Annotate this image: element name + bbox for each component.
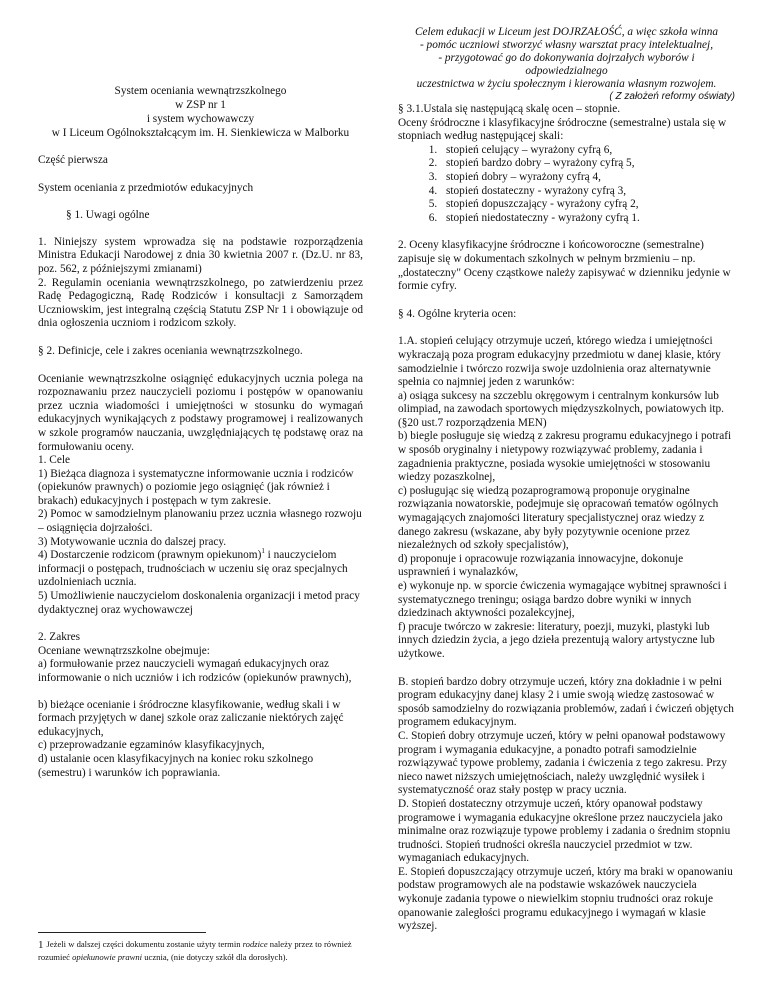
motto-line: - pomóc uczniowi stworzyć własny warsztat pracy intelektualnej, (419, 39, 714, 51)
title-line: System oceniania wewnątrzszkolnego (114, 85, 287, 97)
criteria-A-c: c) posługując się wiedzą pozaprogramową proponuje oryginalne rozwiązania nowatorskie, podejmuje się opracowań tematów ogólnych wymagających znajomości literatury specjalistycznej oraz wiedzy z danego zakresu (wskazane, aby były pozytywnie ocenione przez niezależnych od szkoły specjalistów), (398, 484, 719, 552)
goal-1: 1) Bieżąca diagnoza i systematyczne informowanie ucznia i rodziców (opiekunów prawnych) o poziomie jego osiągnięć (jak również i brakach) edukacyjnych i postępach w tym zakresie. (38, 467, 354, 507)
grade-item: 6. stopień niedostateczny - wyrażony cyfrą 1. (440, 212, 735, 226)
footnote-divider (38, 932, 206, 933)
footnote-ref[interactable]: 1 (261, 547, 265, 556)
grade-item: 3. stopień dobry – wyrażony cyfrą 4, (440, 171, 735, 185)
section-3-paragraph-2: 2. Oceny klasyfikacyjne śródroczne i końcoworoczne (semestralne) zapisuje się w dokumentach szkolnych w pełnym brzmieniu – np. „dostateczny" Oceny cząstkowe należy zapisywać w dzienniku jedynie w formie cyfry. (398, 239, 731, 293)
section-2-heading: § 2. Definicje, cele i zakres oceniania wewnątrzszkolnego. (38, 344, 303, 357)
criteria-D: D. Stopień dostateczny otrzymuje uczeń, który opanował podstawy programowe i wymagania edukacyjne określone przez nauczyciela jako minimalne oraz rozwiązuje typowe problemy i zadania o średnim stopniu trudności. Stopień trudności określa nauczyciel przedmiot w tzw. wymaganiach edukacyjnych. (398, 797, 731, 865)
goal-4 (38, 549, 363, 590)
grade-scale-list (398, 144, 735, 226)
scope-intro: Oceniane wewnątrzszkolne obejmuje: (38, 644, 210, 657)
goal-2: 2) Pomoc w samodzielnym planowaniu przez ucznia własnego rozwoju – osiągnięcia dojrzałości. (38, 508, 362, 535)
footnote-term: opiekunowie prawni (72, 952, 143, 962)
motto-line: - przygotować go do dokonywania dojrzałych wyborów i odpowiedzialnego (438, 52, 695, 77)
criteria-A-a: a) osiąga sukcesy na szczeblu okręgowym i centralnym konkursów lub olimpiad, na zawodach sportowych międzyszkolnych, powiatowych itp. (§20 ust.7 rozporządzenia MEN) (398, 389, 724, 429)
motto-source: ( Z założeń reformy oświaty) (609, 91, 735, 102)
grade-item: 2. stopień bardzo dobry – wyrażony cyfrą 5, (440, 157, 735, 171)
scope-heading: 2. Zakres (38, 631, 81, 644)
goal-5: 5) Umożliwienie nauczycielom doskonalenia organizacji i metod pracy dydaktycznej oraz wychowawczej (38, 590, 360, 616)
criteria-A-b: b) biegle posługuje się wiedzą z zakresu programu edukacyjnego i potrafi w sposób oryginalny i nietypowy rozwiązywać problemy, zadania i zagadnienia praktyczne, posiada wysokie umiejętności w stosowaniu wiedzy pozaszkolnej, (398, 430, 732, 484)
motto-line: uczestnictwa w życiu społecznym i kierowania własnym rozwojem. (416, 78, 717, 90)
section-4-heading: § 4. Ogólne kryteria ocen: (398, 307, 517, 320)
footnote-text: Jeżeli w dalszej części dokumentu zostanie użyty termin (46, 939, 243, 949)
section-1-paragraph-2: 2. Regulamin oceniania wewnątrzszkolnego, po zatwierdzeniu przez Radę Pedagogiczną, Radę Rodziców i konsultacji z Samorządem Uczniowskim, jest integralną częścią Statutu ZSP Nr 1 i obowiązuje od dnia ogłoszenia uczniom i rodzicom szkoły. (38, 276, 363, 330)
title-line: w ZSP nr 1 (175, 99, 226, 111)
scope-item-a: a) formułowanie przez nauczycieli wymagań edukacyjnych oraz informowanie o nich uczniów i ich rodziców (opiekunów prawnych), (38, 658, 352, 684)
section-2-intro: Ocenianie wewnątrzszkolne osiągnięć edukacyjnych ucznia polega na rozpoznawaniu przez nauczycieli poziomu i postępów w opanowaniu przez ucznia wiadomości i umiejętności w stosunku do wymagań edukacyjnych wynikających z podstawy programowej i realizowanych w szkole programów nauczania, uwzględniających tę podstawę oraz na formułowaniu oceny. (38, 372, 363, 453)
footnote (38, 938, 368, 963)
section-3-heading: § 3.1.Ustala się następującą skalę ocen – stopnie. (398, 103, 621, 115)
criteria-A: 1.A. stopień celujący otrzymuje uczeń, którego wiedza i umiejętności wykraczają poza program edukacyjny przedmiotu w danej klasie, który samodzielnie i twórczo rozwija swoje uzdolnienia oraz alternatywnie spełnia co najmniej jeden z warunków: (398, 335, 721, 389)
goal-4-text-cont: i nauczycielom informacji o postępach, trudnościach w uczeniu się oraz specjalnych uzdolnieniach ucznia. (38, 549, 348, 589)
motto (398, 26, 735, 91)
motto-line: Celem edukacji w Liceum jest DOJRZAŁOŚĆ, a więc szkoła winna (414, 26, 719, 38)
goal-3: 3) Motywowanie ucznia do dalszej pracy. (38, 535, 227, 548)
grade-item: 5. stopień dopuszczający - wyrażony cyfrą 2, (440, 198, 735, 212)
system-heading: System oceniania z przedmiotów edukacyjnych (38, 181, 254, 194)
left-column (38, 0, 363, 780)
criteria-A-e: e) wykonuje np. w sporcie ćwiczenia wymagające wybitnej sprawności i systematycznego treningu; osiąga bardzo dobre wyniki w innych dziedzinach aktywności pozalekcyjnej, (398, 580, 727, 620)
criteria-A-d: d) proponuje i opracowuje rozwiązania innowacyjne, dokonuje usprawnień i wynalazków, (398, 552, 684, 579)
right-column (398, 0, 735, 934)
criteria-C: C. Stopień dobry otrzymuje uczeń, który w pełni opanował podstawowy program i wymagania edukacyjne, a ponadto potrafi samodzielnie rozwiązywać typowe problemy, zadania i ćwiczenia z tego zakresu. Przy nieco nawet niższych umiejętnościach, należy uwzględnić wysiłek i systematyczność oraz stały postęp w pracy ucznia. (398, 729, 727, 797)
footnote-text: ucznia, (nie dotyczy szkół dla dorosłych). (142, 952, 288, 962)
section-3-intro: Oceny śródroczne i klasyfikacyjne śródroczne (semestralne) ustala się w stopniach według następującej skali: (398, 116, 727, 143)
scope-item-d: d) ustalanie ocen klasyfikacyjnych na koniec roku szkolnego (semestru) i warunków ich poprawiania. (38, 752, 314, 779)
grade-item: 4. stopień dostateczny - wyrażony cyfrą 3, (440, 185, 735, 199)
footnote-text: należy przez to również rozumieć (38, 939, 352, 962)
criteria-B: B. stopień bardzo dobry otrzymuje uczeń, który zna dokładnie i w pełni program edukacyjny danej klasy 2 i umie swoją wiedzę zastosować w sposób samodzielny do rozwiązania problemów, zadań i ćwiczeń objętych programem edukacyjnym. (398, 675, 734, 729)
footnote-term: rodzice (242, 939, 268, 949)
criteria-A-f: f) pracuje twórczo w zakresie: literatury, poezji, muzyki, plastyki lub innych dziedzin życia, a jego dzieła prezentują walory artystyczne lub użytkowe. (398, 620, 715, 660)
section-1-paragraph-1: 1. Niniejszy system wprowadza się na podstawie rozporządzenia Ministra Edukacji Narodowej z dnia 30 kwietnia 2007 r. (Dz.U. nr 83, poz. 562, z późniejszymi zmianami) (38, 235, 363, 275)
goals-heading: 1. Cele (38, 454, 70, 467)
title-line: w I Liceum Ogólnokształcącym im. H. Sienkiewicza w Malborku (51, 127, 350, 139)
footnote-number: 1 (38, 939, 44, 951)
grade-item: 1. stopień celujący – wyrażony cyfrą 6, (440, 144, 735, 158)
document-title (38, 84, 363, 140)
goal-4-text: 4) Dostarczenie rodzicom (prawnym opiekunom) (38, 549, 262, 562)
title-line: i system wychowawczy (146, 113, 255, 125)
criteria-E: E. Stopień dopuszczający otrzymuje uczeń, który ma braki w opanowaniu podstaw programowych ale na podstawie wskazówek nauczyciela wykonuje zadania typowe o niewielkim stopniu trudności oraz rokuje opanowanie zaległości programu edukacyjnego i wymagań w klasie wyższej. (398, 865, 733, 933)
scope-item-c: c) przeprowadzanie egzaminów klasyfikacyjnych, (38, 739, 265, 752)
part-heading: Część pierwsza (38, 154, 108, 166)
section-1-heading: § 1. Uwagi ogólne (66, 209, 150, 222)
scope-item-b: b) bieżące ocenianie i śródroczne klasyfikowanie, według skali i w formach przyjętych w danej szkole oraz zaliczanie niektórych zajęć edukacyjnych, (38, 698, 344, 738)
